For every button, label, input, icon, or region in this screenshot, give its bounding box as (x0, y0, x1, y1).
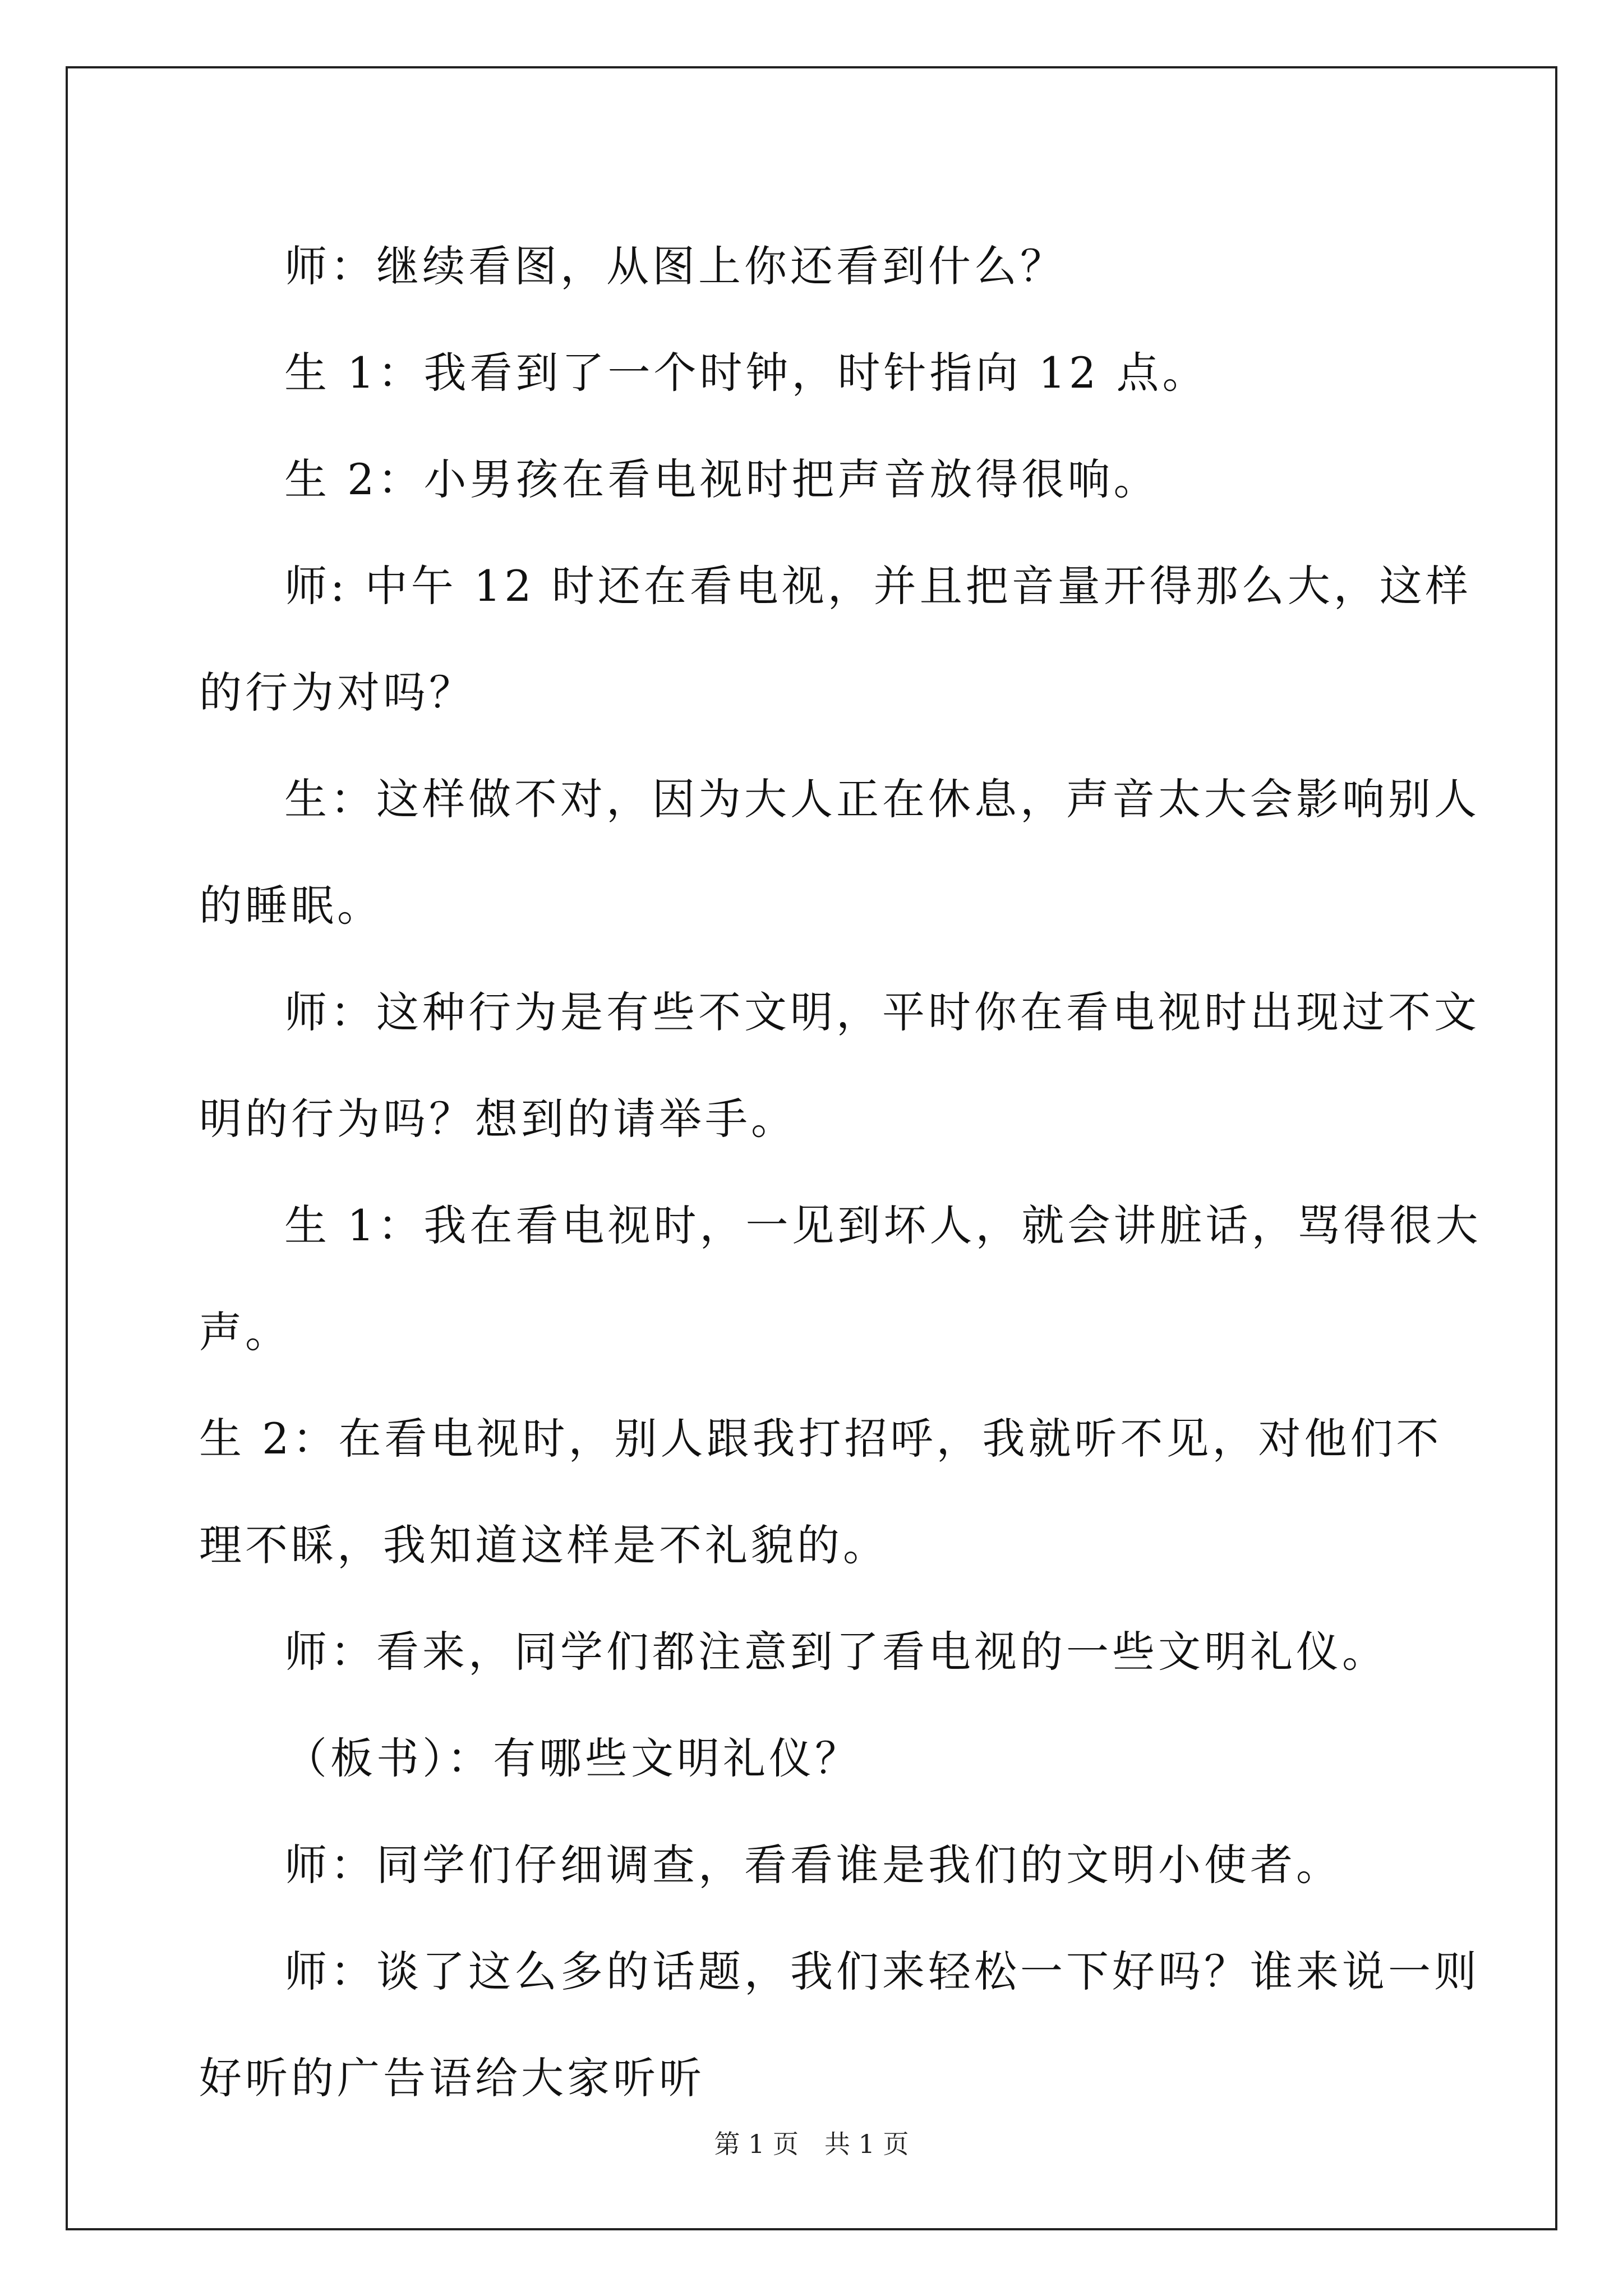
paragraph: 生：这样做不对，因为大人正在休息，声音太大会影响别人的睡眠。 (199, 774, 1480, 931)
document-body (199, 213, 1483, 2132)
paragraph: 师：谈了这么多的话题，我们来轻松一下好吗？谁来说一则好听的广告语给大家听听 (199, 1947, 1480, 2103)
paragraph: 生 2：小男孩在看电视时把声音放得很响。 (284, 454, 1160, 504)
paragraph: 生 1：我在看电视时，一见到坏人，就会讲脏话，骂得很大声。 (199, 1200, 1482, 1357)
paragraph: 师：这种行为是有些不文明，平时你在看电视时出现过不文明的行为吗？想到的请举手。 (199, 987, 1480, 1144)
paragraph: 生 1：我看到了一个时钟，时针指向 12 点。 (284, 348, 1209, 398)
paragraph: 师: 中午 12 时还在看电视，并且把音量开得那么大，这样的行为对吗？ (199, 561, 1472, 717)
paragraph: 师：继续看图，从图上你还看到什么？ (284, 241, 1066, 291)
paragraph: 师：同学们仔细调查，看看谁是我们的文明小使者。 (284, 1840, 1342, 1890)
paragraph: 生 2：在看电视时，别人跟我打招呼，我就听不见，对他们不理不睬，我知道这样是不礼貌的。 (199, 1414, 1442, 1570)
paragraph: 师：看来，同学们都注意到了看电视的一些文明礼仪。 (284, 1627, 1388, 1677)
paragraph: （板书）：有哪些文明礼仪？ (284, 1733, 861, 1783)
page-number-footer: 第 1 页 共 1 页 (714, 2129, 909, 2159)
